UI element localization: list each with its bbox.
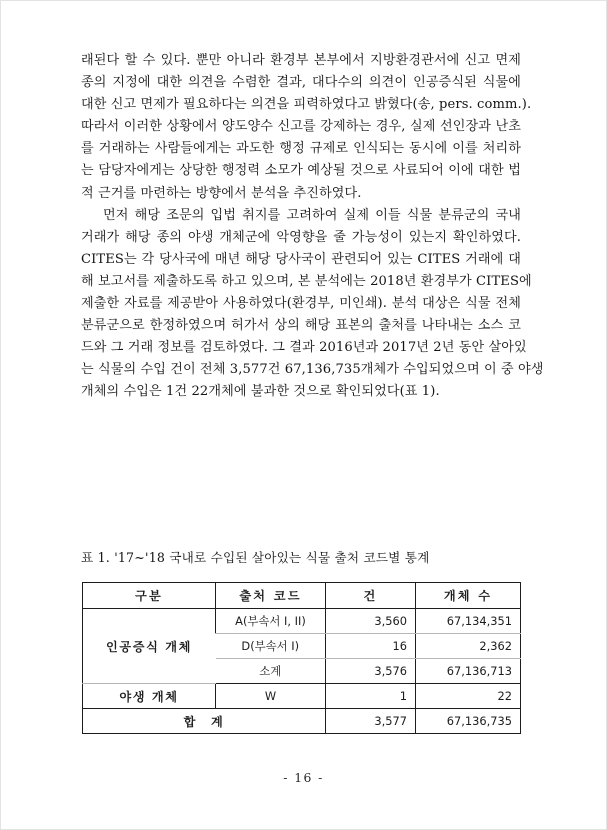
text-line: 종의 지정에 대한 의견을 수렴한 결과, 대다수의 의견이 인공증식된 식물에 xyxy=(81,75,521,91)
cell-source-code: W xyxy=(216,684,326,709)
text-line: 개체의 수입은 1건 22개체에 불과한 것으로 확인되었다(표 1). xyxy=(81,384,440,400)
table-row xyxy=(83,684,521,709)
total-label-right: 계 xyxy=(211,714,225,729)
text-line: CITES는 각 당사국에 매년 해당 당사국이 관련되어 있는 CITES 거래에 대 xyxy=(81,251,521,267)
cell-total-individuals: 67,136,735 xyxy=(416,709,521,734)
text-line: 거래가 해당 종의 야생 개체군에 악영향을 줄 가능성이 있는지 확인하였다. xyxy=(81,229,521,245)
text-line: 분류군으로 한정하였으며 허가서 상의 해당 표본의 출처를 나타내는 소스 코 xyxy=(81,318,521,334)
text-line: 는 식물의 수입 건이 전체 3,577건 67,136,735개체가 수입되었으며 이 중 야생 xyxy=(81,362,544,378)
statistics-table xyxy=(82,582,521,734)
table-header-row xyxy=(83,583,521,609)
table-caption: 표 1. '17~'18 국내로 수입된 살아있는 식물 출처 코드별 통계 xyxy=(81,550,430,565)
cell-source-code: 소계 xyxy=(216,659,326,684)
cell-cases: 3,576 xyxy=(326,659,416,684)
cell-individuals: 2,362 xyxy=(416,634,521,659)
cell-source-code: D(부속서 I) xyxy=(216,634,326,659)
text-line: 는 담당자에게는 상당한 행정력 소모가 예상될 것으로 사료되어 이에 대한 법 xyxy=(81,163,521,179)
paragraph-continued xyxy=(81,50,532,205)
column-header-individuals: 개체 수 xyxy=(416,583,521,609)
cell-cases: 16 xyxy=(326,634,416,659)
cell-cases: 3,560 xyxy=(326,609,416,634)
page-number: - 16 - xyxy=(283,770,324,785)
text-line: 먼저 해당 조문의 입법 취지를 고려하여 실제 이들 식물 분류군의 국내 xyxy=(103,207,521,223)
paragraph-analysis xyxy=(81,205,544,404)
text-line: 래된다 할 수 있다. 뿐만 아니라 환경부 본부에서 지방환경관서에 신고 면제 xyxy=(81,53,521,68)
total-label-left: 합 xyxy=(183,714,197,729)
cell-cases: 1 xyxy=(326,684,416,709)
text-line: 를 거래하는 사람들에게는 과도한 행정 규제로 인식되는 동시에 이를 처리하 xyxy=(81,141,521,157)
column-header-category: 구분 xyxy=(83,583,216,609)
table-total-row xyxy=(83,709,521,734)
cell-source-code: A(부속서 I, II) xyxy=(216,609,326,634)
table-row xyxy=(83,609,521,634)
text-line: 제출한 자료를 제공받아 사용하였다(환경부, 미인쇄). 분석 대상은 식물 전체 xyxy=(81,296,521,312)
cell-group-artificial: 인공증식 개체 xyxy=(83,609,216,684)
statistics-table-container xyxy=(82,582,520,734)
body-text-column xyxy=(81,50,544,404)
column-header-source-code: 출처 코드 xyxy=(216,583,326,609)
cell-individuals: 67,136,713 xyxy=(416,659,521,684)
text-line: 따라서 이러한 상황에서 양도양수 신고를 강제하는 경우, 실제 선인장과 난초 xyxy=(81,119,521,135)
cell-total-label xyxy=(83,709,326,734)
cell-individuals: 22 xyxy=(416,684,521,709)
column-header-cases: 건 xyxy=(326,583,416,609)
text-line: 적 근거를 마련하는 방향에서 분석을 추진하였다. xyxy=(81,185,362,201)
cell-total-cases: 3,577 xyxy=(326,709,416,734)
cell-group-wild: 야생 개체 xyxy=(83,684,216,709)
text-line: 드와 그 거래 정보를 검토하였다. 그 결과 2016년과 2017년 2년 동안 살아있 xyxy=(81,340,527,356)
text-line: 대한 신고 면제가 필요하다는 의견을 피력하였다고 밝혔다(송, pers. comm.). xyxy=(81,97,532,113)
cell-individuals: 67,134,351 xyxy=(416,609,521,634)
text-line: 해 보고서를 제출하도록 하고 있으며, 본 분석에는 2018년 환경부가 CITES에 xyxy=(81,273,532,289)
